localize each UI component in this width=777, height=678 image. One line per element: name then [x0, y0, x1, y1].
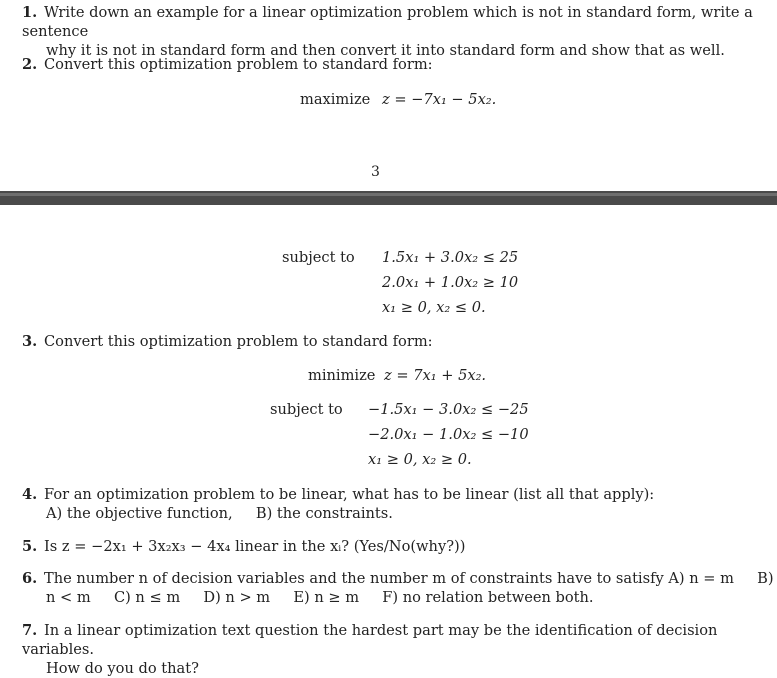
question-text: For an optimization problem to be linear, what has to be linear (list all that apply):	[44, 486, 655, 503]
question-number: 7.	[22, 622, 38, 639]
subject-to-label: subject to	[282, 249, 355, 266]
question-number: 4.	[22, 486, 38, 503]
constraint-1: −1.5x₁ − 3.0x₂ ≤ −25	[368, 401, 529, 418]
question-text: In a linear optimization text question the hardest part may be the identification of decision variables.	[22, 622, 718, 658]
question-1	[22, 3, 762, 60]
question-2	[22, 55, 762, 74]
question-number: 6.	[22, 570, 38, 587]
constraint-2: −2.0x₁ − 1.0x₂ ≤ −10	[368, 426, 529, 443]
question-7	[22, 621, 762, 678]
question-text: Write down an example for a linear optimization problem which is not in standard form, write a sentence	[22, 4, 753, 40]
objective-formula: z = 7x₁ + 5x₂.	[384, 367, 487, 384]
page-number: 3	[371, 164, 380, 180]
question-text-cont: A) the objective function, B) the constraints.	[46, 505, 393, 522]
question-text: Convert this optimization problem to standard form:	[44, 56, 433, 73]
question-number: 5.	[22, 538, 38, 555]
objective-label: minimize	[308, 367, 376, 384]
subject-to-label: subject to	[270, 401, 343, 418]
question-number: 1.	[22, 4, 38, 21]
question-text: Convert this optimization problem to standard form:	[44, 333, 433, 350]
question-text-cont: n < m C) n ≤ m D) n > m E) n ≥ m F) no relation between both.	[46, 589, 594, 606]
objective-formula: z = −7x₁ − 5x₂.	[382, 91, 497, 108]
question-6	[22, 569, 774, 607]
question-4	[22, 485, 762, 523]
question-text: Is z = −2x₁ + 3x₂x₃ − 4x₄ linear in the xᵢ? (Yes/No(why?))	[44, 538, 466, 555]
constraint-2: 2.0x₁ + 1.0x₂ ≥ 10	[382, 274, 519, 291]
objective-label: maximize	[300, 91, 371, 108]
question-text-cont: why it is not in standard form and then convert it into standard form and show that as well.	[46, 42, 725, 59]
question-3	[22, 332, 762, 351]
constraint-3: x₁ ≥ 0, x₂ ≤ 0.	[382, 299, 486, 316]
question-5	[22, 537, 762, 556]
question-text: The number n of decision variables and the number m of constraints have to satisfy A) n = m B)	[44, 570, 774, 587]
constraint-3: x₁ ≥ 0, x₂ ≥ 0.	[368, 451, 472, 468]
constraint-1: 1.5x₁ + 3.0x₂ ≤ 25	[382, 249, 519, 266]
question-number: 3.	[22, 333, 38, 350]
question-text-cont: How do you do that?	[46, 660, 199, 677]
page-break-divider	[0, 191, 777, 205]
question-number: 2.	[22, 56, 38, 73]
